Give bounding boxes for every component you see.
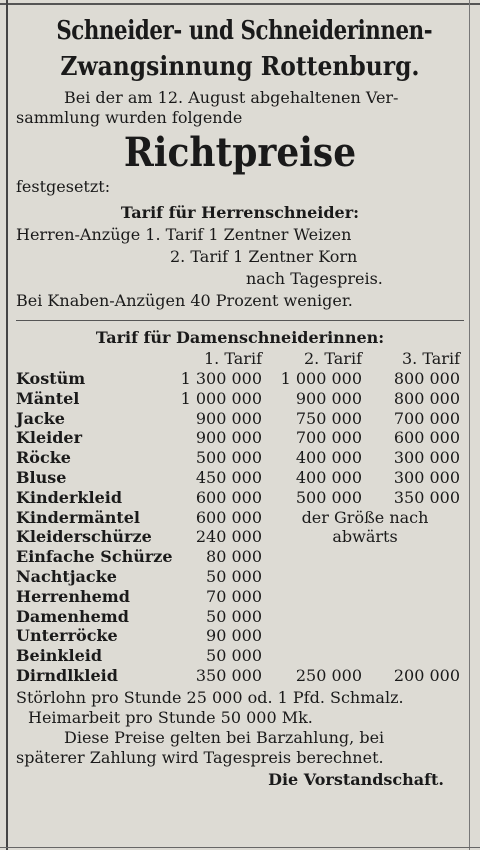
tarif-2-price: 400 000 xyxy=(295,467,362,487)
tarif-3-price xyxy=(366,607,464,627)
tarif-2-price xyxy=(266,607,366,627)
item-name: Einfache Schürze xyxy=(16,547,173,567)
tarif-1-price: 350 000 xyxy=(195,665,262,685)
tarif-1-price: 50 000 xyxy=(206,566,262,586)
tarif-2-price: 700 000 xyxy=(295,428,362,448)
title-line-1: Schneider- und Schneiderinnen- xyxy=(56,16,433,46)
tariff-table xyxy=(16,369,464,686)
item-name: Kleider xyxy=(16,428,83,448)
tarif-1-price: 500 000 xyxy=(195,448,262,468)
intro-line-2: sammlung wurden folgende xyxy=(16,108,243,127)
tarif-3-price xyxy=(366,547,464,567)
table-row xyxy=(16,666,464,686)
tarif-3-price xyxy=(366,587,464,607)
table-row xyxy=(16,409,464,429)
footer-text xyxy=(16,688,464,768)
tarif-3-price xyxy=(366,646,464,666)
herren-line-4: Bei Knaben-Anzügen 40 Prozent weniger. xyxy=(16,291,353,310)
set-text: festgesetzt: xyxy=(16,177,111,196)
tarif-3-price xyxy=(366,626,464,646)
top-rule xyxy=(0,3,480,5)
tarif-3-price: 700 000 xyxy=(393,408,460,428)
table-row xyxy=(16,389,464,409)
tarif-1-price: 1 000 000 xyxy=(180,388,262,408)
tarif-3-price: 600 000 xyxy=(393,428,460,448)
item-name: Dirndlkleid xyxy=(16,665,118,685)
tarif-1-price: 50 000 xyxy=(206,646,262,666)
tarif-1-price: 900 000 xyxy=(195,428,262,448)
tarif-2-price: 900 000 xyxy=(295,388,362,408)
table-header xyxy=(16,349,464,369)
tarif-1-price: 240 000 xyxy=(195,527,262,547)
item-name: Bluse xyxy=(16,467,67,487)
tarif-2-price: 750 000 xyxy=(295,408,362,428)
damen-heading: Tarif für Damenschneiderinnen: xyxy=(95,328,385,347)
column-header: 3. Tarif xyxy=(401,349,460,368)
herren-heading: Tarif für Herrenschneider: xyxy=(120,203,360,222)
tarif-2-price xyxy=(266,567,366,587)
item-name: Mäntel xyxy=(16,388,80,408)
herren-line-3: nach Tagespreis. xyxy=(246,269,383,288)
tarif-1-price: 70 000 xyxy=(206,586,262,606)
tarif-1-price: 80 000 xyxy=(206,547,262,567)
tarif-2-price xyxy=(266,547,366,567)
item-name: Nachtjacke xyxy=(16,566,117,586)
right-column-rule xyxy=(469,0,470,850)
intro-line-1: Bei der am 12. August abgehaltenen Ver- xyxy=(64,88,399,107)
tarif-2-price xyxy=(266,646,366,666)
footer-line-3: Diese Preise gelten bei Barzahlung, bei xyxy=(64,727,385,747)
item-name: Kinderkleid xyxy=(16,487,123,507)
item-name: Kleiderschürze xyxy=(16,527,152,547)
table-row xyxy=(16,527,464,547)
item-name: Unterröcke xyxy=(16,626,118,646)
tarif-3-price xyxy=(366,567,464,587)
tarif-2-price: 400 000 xyxy=(295,448,362,468)
item-name: Röcke xyxy=(16,448,71,468)
table-row xyxy=(16,587,464,607)
section-divider xyxy=(16,320,464,321)
left-column-rule xyxy=(6,0,8,850)
tarif-1-price: 900 000 xyxy=(195,408,262,428)
table-row xyxy=(16,508,464,528)
footer-line-2: Heimarbeit pro Stunde 50 000 Mk. xyxy=(28,707,313,727)
tarif-2-price: 250 000 xyxy=(295,665,362,685)
intro-text xyxy=(16,88,464,128)
tarif-1-price: 50 000 xyxy=(206,606,262,626)
item-name: Herrenhemd xyxy=(16,586,130,606)
title-line-2: Zwangsinnung Rottenburg. xyxy=(60,52,420,82)
item-name: Damenhemd xyxy=(16,606,129,626)
table-row xyxy=(16,547,464,567)
table-row xyxy=(16,369,464,389)
column-header: 1. Tarif xyxy=(203,349,262,368)
herren-line-2: 2. Tarif 1 Zentner Korn xyxy=(170,247,358,266)
tarif-1-price: 600 000 xyxy=(195,507,262,527)
footer-line-4: späterer Zahlung wird Tagespreis berechnet. xyxy=(16,747,384,767)
table-row xyxy=(16,646,464,666)
table-row xyxy=(16,488,464,508)
tarif-3-price: 800 000 xyxy=(393,369,460,388)
item-name: Kostüm xyxy=(16,369,86,388)
tarif-2-price xyxy=(266,587,366,607)
column-header: 2. Tarif xyxy=(303,349,362,368)
tarif-2-price: 1 000 000 xyxy=(280,369,362,388)
bottom-rule xyxy=(0,847,480,848)
row-note: der Größe nach xyxy=(301,507,429,527)
footer-line-1: Störlohn pro Stunde 25 000 od. 1 Pfd. Schmalz. xyxy=(16,687,404,707)
tarif-1-price: 600 000 xyxy=(195,487,262,507)
column-header xyxy=(16,349,166,369)
tarif-2-price: 500 000 xyxy=(295,487,362,507)
item-name: Jacke xyxy=(16,408,65,428)
tarif-1-price: 1 300 000 xyxy=(180,369,262,388)
table-row xyxy=(16,428,464,448)
row-note: abwärts xyxy=(332,527,398,547)
tarif-3-price: 300 000 xyxy=(393,448,460,468)
tarif-3-price: 300 000 xyxy=(393,467,460,487)
tarif-2-price xyxy=(266,626,366,646)
tarif-3-price: 800 000 xyxy=(393,388,460,408)
table-row xyxy=(16,607,464,627)
signature: Die Vorstandschaft. xyxy=(268,769,444,789)
tarif-3-price: 350 000 xyxy=(393,487,460,507)
advertisement xyxy=(16,14,464,789)
herren-line-1: Herren-Anzüge 1. Tarif 1 Zentner Weizen xyxy=(16,225,352,244)
item-name: Beinkleid xyxy=(16,646,103,666)
tarif-1-price: 90 000 xyxy=(206,626,262,646)
table-row xyxy=(16,468,464,488)
tarif-1-price: 450 000 xyxy=(195,467,262,487)
table-row xyxy=(16,567,464,587)
headline: Richtpreise xyxy=(123,129,357,176)
tarif-3-price: 200 000 xyxy=(393,665,460,685)
table-row xyxy=(16,448,464,468)
table-row xyxy=(16,626,464,646)
item-name: Kindermäntel xyxy=(16,507,140,527)
